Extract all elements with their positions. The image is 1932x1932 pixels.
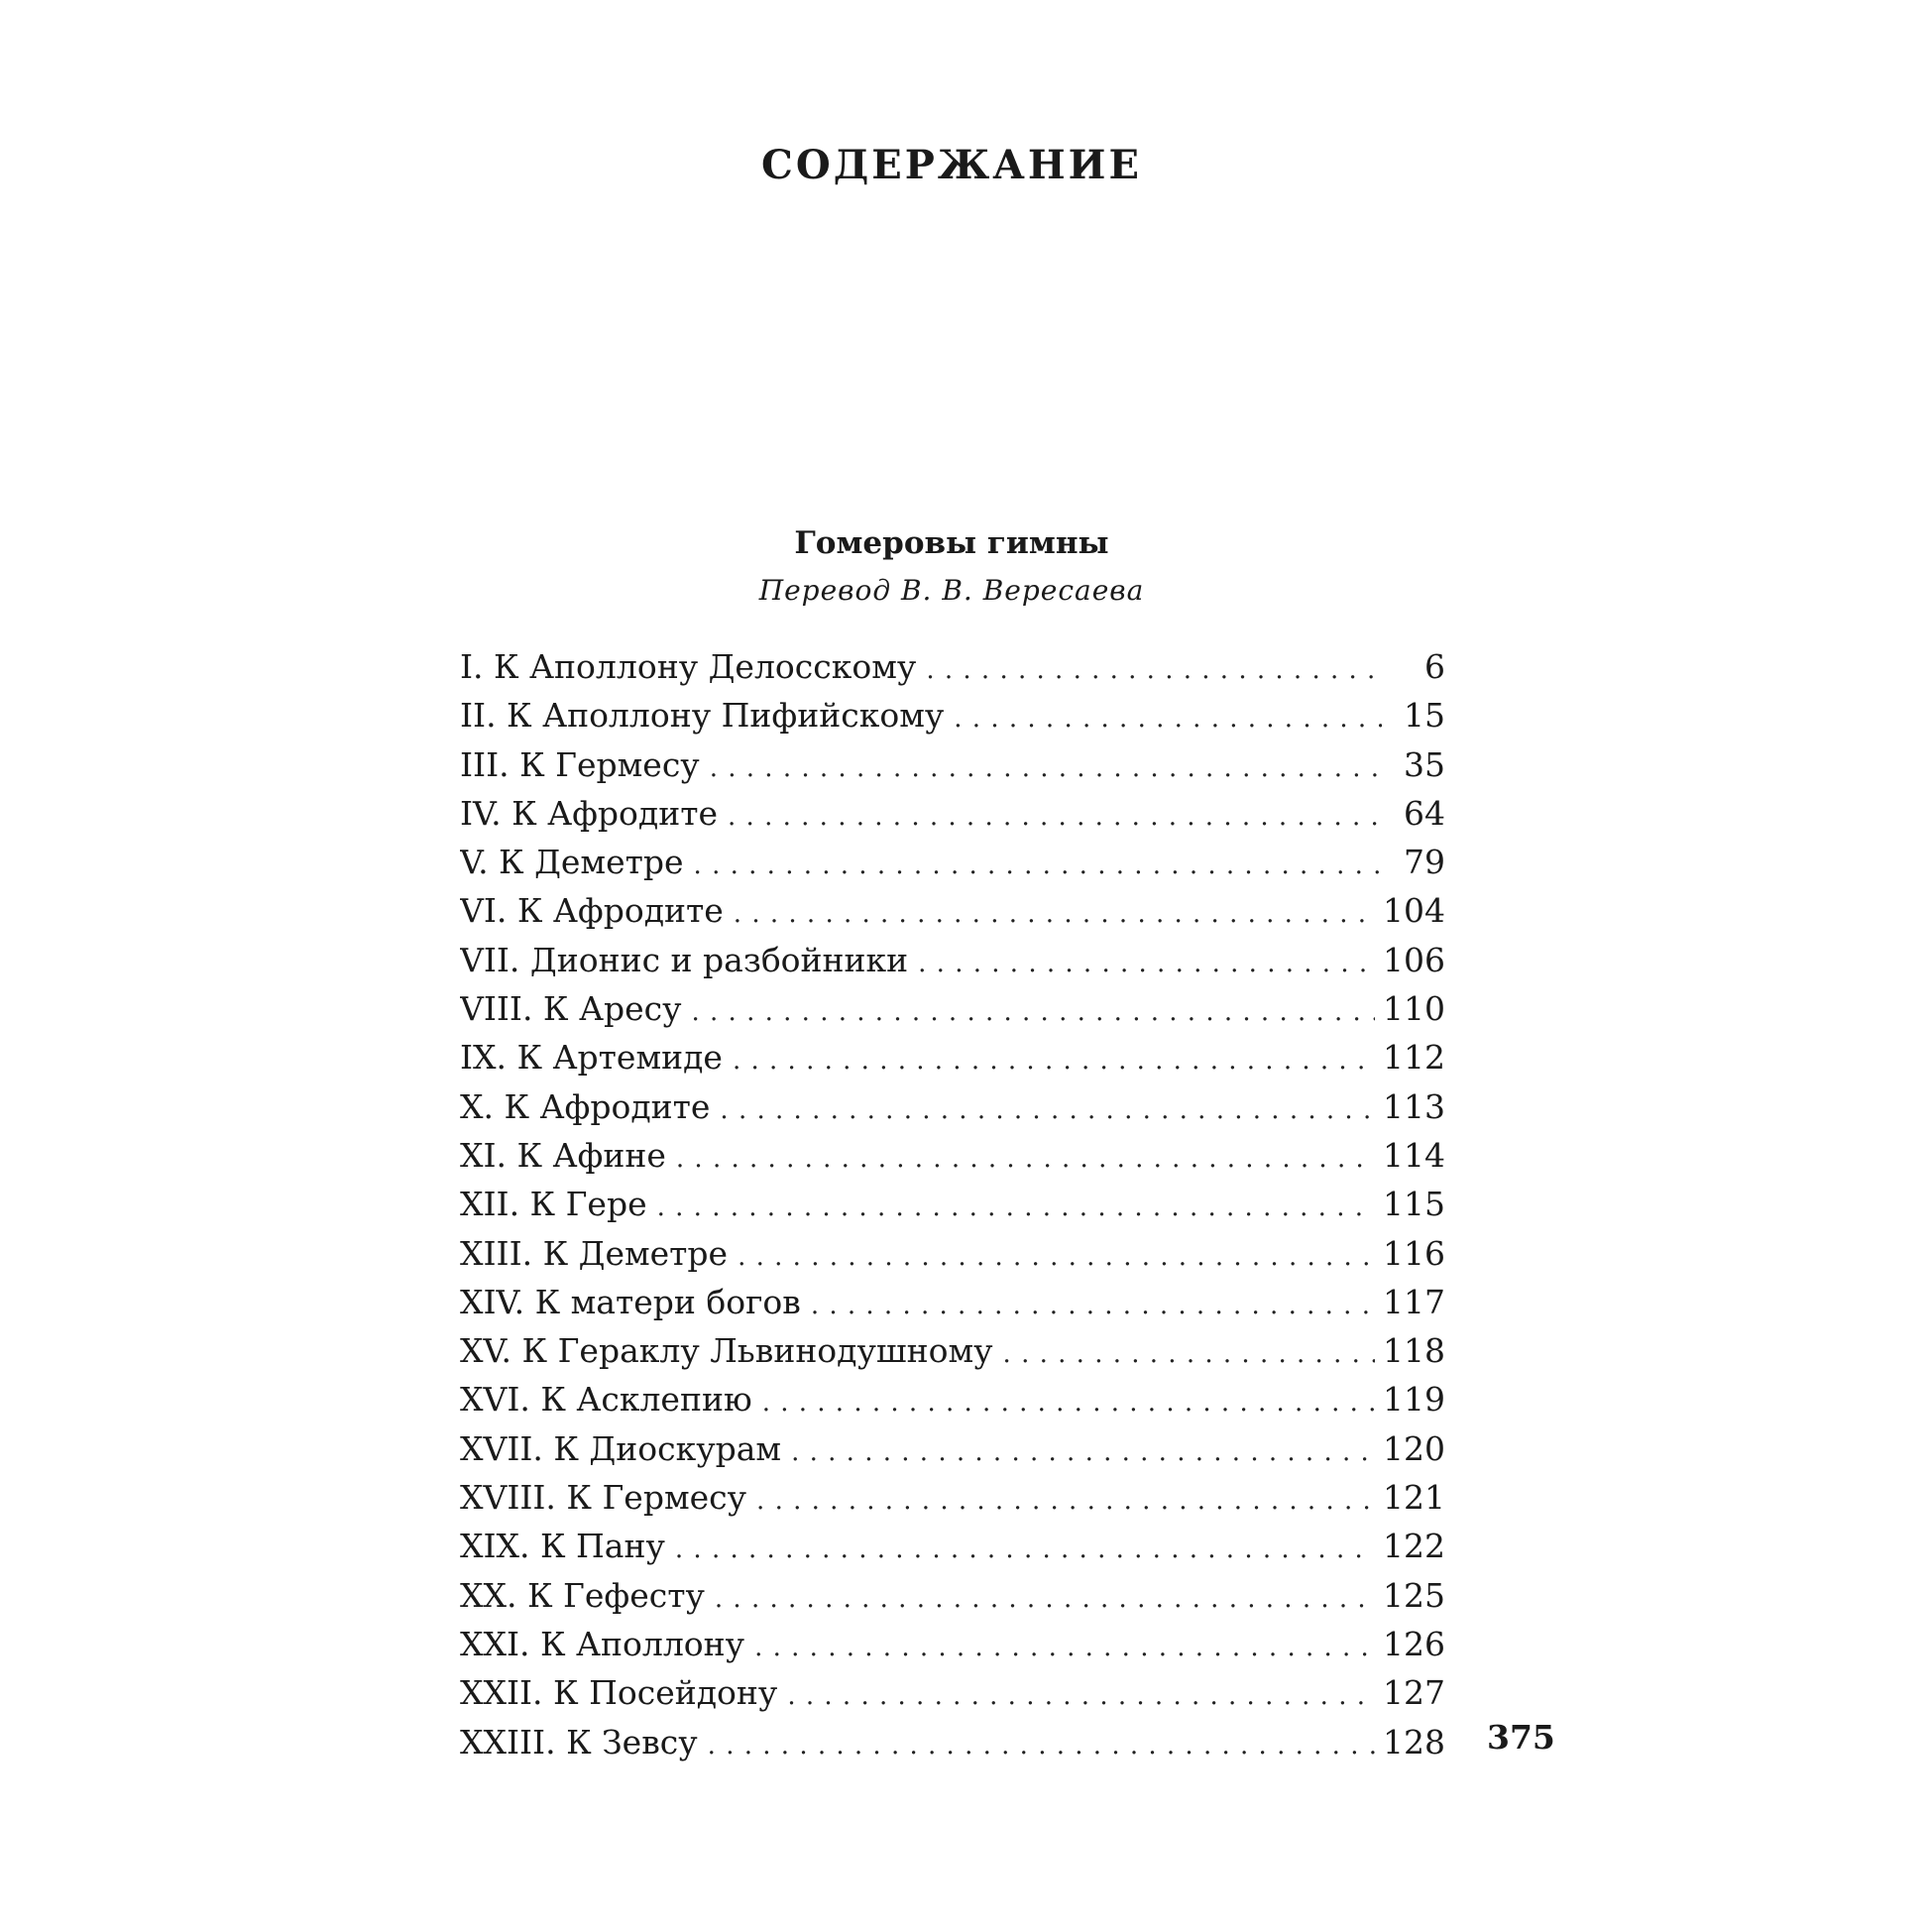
toc-entry-label: V. К Деметре xyxy=(460,843,684,882)
dot-leader xyxy=(756,1477,1375,1522)
toc-entry-label: XXI. К Аполлону xyxy=(460,1624,745,1663)
toc-entry[interactable] xyxy=(460,1424,1445,1473)
toc-entry[interactable] xyxy=(460,691,1445,739)
toc-entry-page: 118 xyxy=(1383,1331,1445,1371)
dot-leader xyxy=(954,695,1382,739)
page-title: СОДЕРЖАНИЕ xyxy=(761,142,1142,188)
toc-entry-page: 104 xyxy=(1383,891,1445,931)
dot-leader xyxy=(720,1086,1375,1131)
toc-entry[interactable] xyxy=(460,1229,1445,1278)
dot-leader xyxy=(791,1428,1375,1473)
dot-leader xyxy=(676,1135,1375,1180)
dot-leader xyxy=(734,890,1375,935)
toc-entry-page: 113 xyxy=(1383,1086,1445,1126)
toc-entry-label: XVIII. К Гермесу xyxy=(460,1478,747,1518)
dot-leader xyxy=(728,793,1382,838)
dot-leader xyxy=(1003,1330,1375,1375)
toc-entry[interactable] xyxy=(460,1668,1445,1717)
dot-leader xyxy=(733,1037,1375,1081)
toc-entry-page: 35 xyxy=(1404,744,1445,784)
toc-entry[interactable] xyxy=(460,1522,1445,1570)
toc-entry-page: 117 xyxy=(1383,1282,1445,1321)
toc-entry[interactable] xyxy=(460,1571,1445,1620)
toc-entry-label: XI. К Афине xyxy=(460,1135,666,1175)
toc-entry[interactable] xyxy=(460,936,1445,984)
page-number: 375 xyxy=(1487,1718,1555,1757)
toc-entry-page: 126 xyxy=(1383,1624,1445,1663)
toc-entry-page: 106 xyxy=(1383,940,1445,979)
toc-entry-page: 6 xyxy=(1424,647,1445,686)
toc-entry[interactable] xyxy=(460,1375,1445,1423)
toc-entry-page: 15 xyxy=(1404,696,1445,736)
toc-entry[interactable] xyxy=(460,1082,1445,1131)
toc-entry[interactable] xyxy=(460,1326,1445,1375)
toc-entry-page: 114 xyxy=(1383,1135,1445,1175)
dot-leader xyxy=(918,940,1375,984)
toc-entry-label: VI. К Афродите xyxy=(460,891,724,931)
dot-leader xyxy=(692,988,1376,1033)
dot-leader xyxy=(762,1379,1375,1423)
dot-leader xyxy=(926,646,1382,691)
toc-entry-page: 128 xyxy=(1383,1722,1445,1762)
dot-leader xyxy=(738,1233,1375,1278)
dot-leader xyxy=(708,1722,1375,1766)
toc-entry[interactable] xyxy=(460,1033,1445,1081)
toc-entry-label: XIV. К матери богов xyxy=(460,1282,801,1321)
toc-entry[interactable] xyxy=(460,740,1445,789)
toc-entry[interactable] xyxy=(460,1473,1445,1522)
toc-entry-page: 115 xyxy=(1383,1185,1445,1224)
toc-entry-label: IX. К Артемиде xyxy=(460,1038,723,1078)
toc-entry-label: I. К Аполлону Делосскому xyxy=(460,647,917,686)
toc-entry-page: 119 xyxy=(1383,1380,1445,1420)
toc-entry-page: 127 xyxy=(1383,1673,1445,1713)
table-of-contents xyxy=(460,642,1445,1766)
toc-entry-label: III. К Гермесу xyxy=(460,744,700,784)
toc-entry[interactable] xyxy=(460,789,1445,838)
toc-entry-label: X. К Афродите xyxy=(460,1086,711,1126)
dot-leader xyxy=(754,1624,1375,1668)
toc-entry-page: 112 xyxy=(1383,1038,1445,1078)
toc-entry-label: IV. К Афродите xyxy=(460,793,719,833)
dot-leader xyxy=(715,1575,1375,1620)
dot-leader xyxy=(787,1672,1375,1717)
toc-entry[interactable] xyxy=(460,642,1445,691)
dot-leader xyxy=(694,842,1382,886)
toc-entry-label: XVII. К Диоскурам xyxy=(460,1428,782,1468)
toc-entry-label: II. К Аполлону Пифийскому xyxy=(460,696,945,736)
toc-entry-page: 79 xyxy=(1404,843,1445,882)
toc-entry-label: XIII. К Деметре xyxy=(460,1233,729,1273)
toc-entry[interactable] xyxy=(460,1131,1445,1180)
toc-entry[interactable] xyxy=(460,1278,1445,1326)
toc-entry-label: XVI. К Асклепию xyxy=(460,1380,752,1420)
toc-entry[interactable] xyxy=(460,838,1445,886)
toc-entry-page: 121 xyxy=(1383,1478,1445,1518)
toc-entry-label: VII. Дионис и разбойники xyxy=(460,940,909,979)
toc-entry-page: 122 xyxy=(1383,1527,1445,1566)
section-title: Гомеровы гимны xyxy=(794,525,1109,561)
section-subtitle: Перевод В. В. Вересаева xyxy=(758,574,1145,607)
toc-entry[interactable] xyxy=(460,1718,1445,1766)
toc-entry[interactable] xyxy=(460,984,1445,1033)
toc-entry-label: XX. К Гефесту xyxy=(460,1575,705,1615)
toc-entry-label: XXII. К Посейдону xyxy=(460,1673,778,1713)
toc-entry[interactable] xyxy=(460,1180,1445,1228)
toc-entry[interactable] xyxy=(460,886,1445,935)
toc-entry-page: 116 xyxy=(1383,1233,1445,1273)
toc-entry[interactable] xyxy=(460,1620,1445,1668)
dot-leader xyxy=(811,1282,1375,1326)
dot-leader xyxy=(657,1184,1375,1228)
toc-entry-label: XIX. К Пану xyxy=(460,1527,665,1566)
toc-entry-label: VIII. К Аресу xyxy=(460,989,682,1029)
toc-entry-page: 64 xyxy=(1404,793,1445,833)
dot-leader xyxy=(710,744,1382,789)
toc-entry-page: 125 xyxy=(1383,1575,1445,1615)
toc-entry-label: XXIII. К Зевсу xyxy=(460,1722,698,1762)
toc-entry-page: 110 xyxy=(1383,989,1445,1029)
toc-entry-page: 120 xyxy=(1383,1428,1445,1468)
toc-entry-label: XII. К Гере xyxy=(460,1185,647,1224)
toc-entry-label: XV. К Гераклу Львинодушному xyxy=(460,1331,993,1371)
dot-leader xyxy=(675,1526,1375,1570)
